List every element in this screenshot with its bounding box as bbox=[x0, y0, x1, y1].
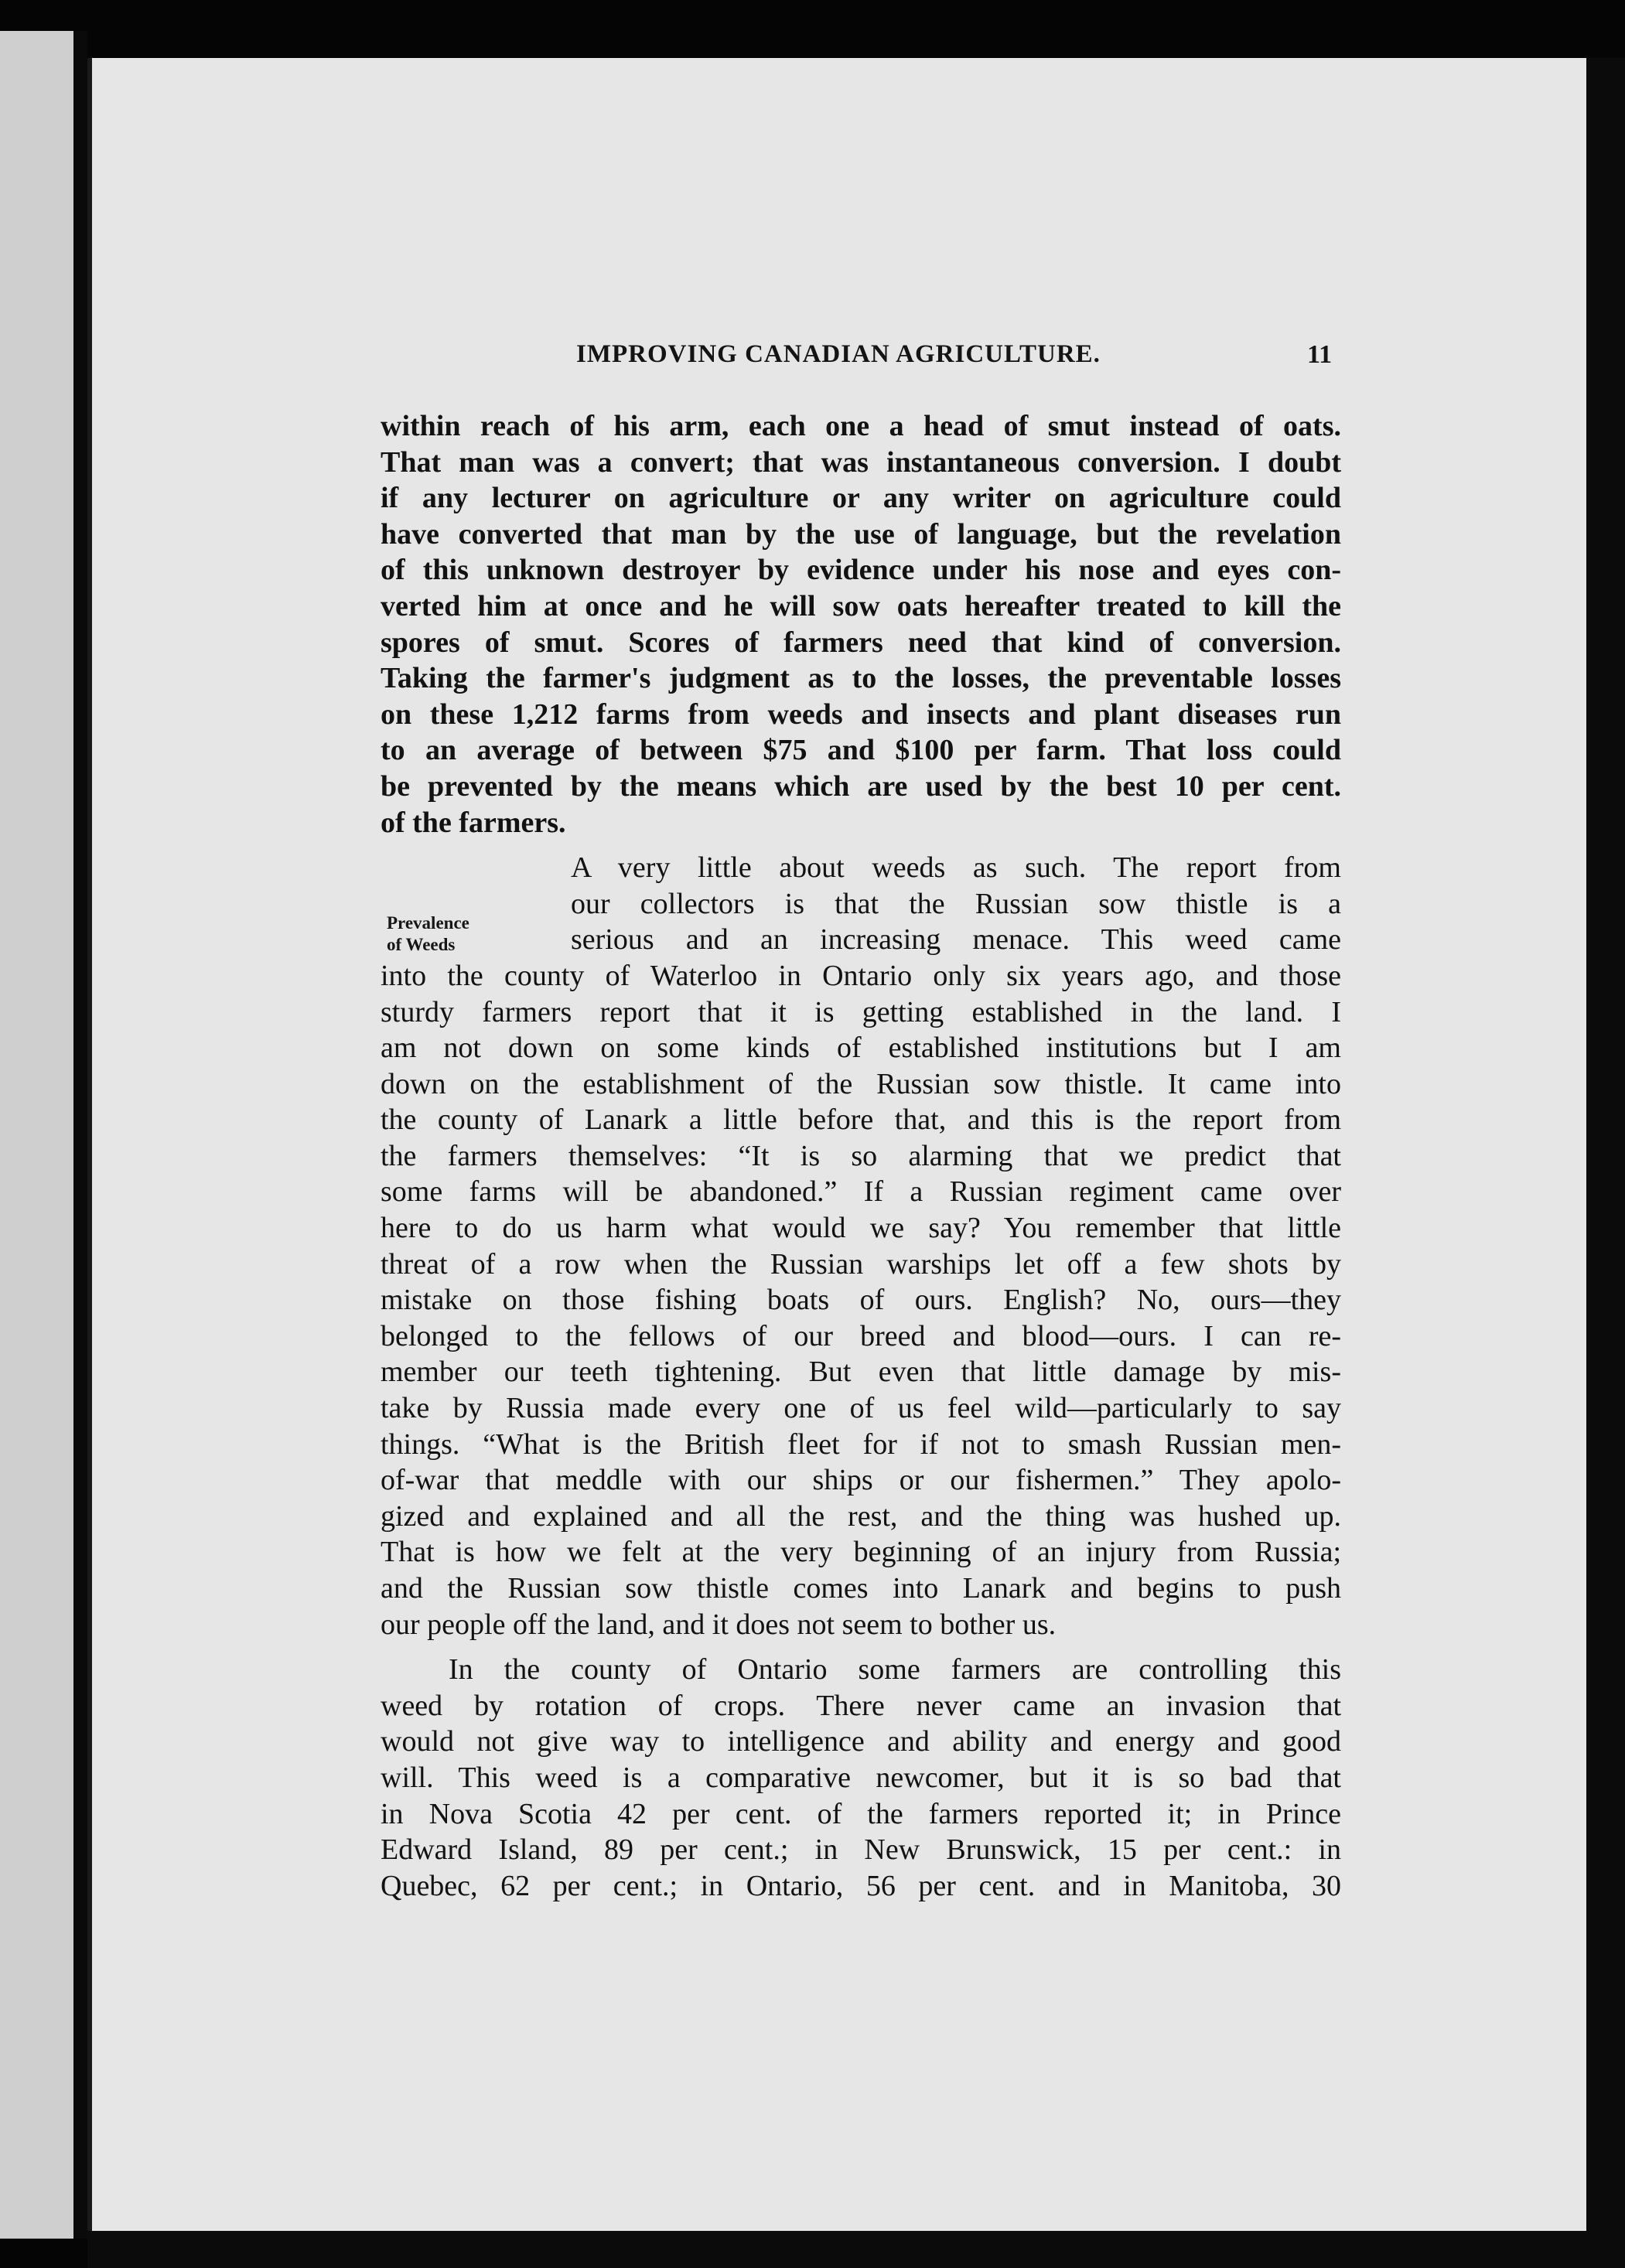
text-line: if any lecturer on agriculture or any writer on agriculture could bbox=[381, 482, 1341, 515]
text-line: spores of smut. Scores of farmers need that kind of conversion. bbox=[381, 626, 1341, 659]
text-line: things. “What is the British fleet for if not to smash Russian men- bbox=[381, 1427, 1341, 1461]
text-line: be prevented by the means which are used by the best 10 per cent. bbox=[381, 769, 1341, 803]
text-line: on these 1,212 farms from weeds and insects and plant diseases run bbox=[381, 697, 1341, 731]
text-line: the county of Lanark a little before that, and this is the report from bbox=[381, 1103, 1341, 1137]
text-line: of-war that meddle with our ships or our fishermen.” They apolo- bbox=[381, 1464, 1341, 1497]
text-line: in Nova Scotia 42 per cent. of the farmers reported it; in Prince bbox=[381, 1797, 1341, 1830]
text-line: down on the establishment of the Russian sow thistle. It came into bbox=[381, 1067, 1341, 1100]
text-line: and the Russian sow thistle comes into Lanark and begins to push bbox=[381, 1572, 1341, 1605]
text-line: within reach of his arm, each one a head of smut instead of oats. bbox=[381, 410, 1341, 442]
paragraph-1 bbox=[381, 408, 1341, 841]
text-line: A very little about weeds as such. The report from bbox=[571, 851, 1341, 885]
text-line: sturdy farmers report that it is getting established in the land. I bbox=[381, 995, 1341, 1028]
paragraph-2 bbox=[381, 850, 1341, 1642]
text-line: some farms will be abandoned.” If a Russian regiment came over bbox=[381, 1175, 1341, 1209]
margin-note-line: Prevalence bbox=[387, 913, 469, 933]
page-number: 11 bbox=[1307, 340, 1333, 369]
text-line: verted him at once and he will sow oats hereafter treated to kill the bbox=[381, 589, 1341, 622]
text-line: will. This weed is a comparative newcomer, but it is so bad that bbox=[381, 1761, 1341, 1794]
gutter-shadow bbox=[73, 31, 87, 2239]
text-line: have converted that man by the use of language, but the revelation bbox=[381, 517, 1341, 551]
text-line: to an average of between $75 and $100 per farm. That loss could bbox=[381, 734, 1341, 767]
text-line: That is how we felt at the very beginning of an injury from Russia; bbox=[381, 1536, 1341, 1569]
text-line: here to do us harm what would we say? You remember that little bbox=[381, 1212, 1341, 1245]
right-border bbox=[1586, 58, 1625, 2231]
text-line: In the county of Ontario some farmers are controlling this bbox=[449, 1653, 1341, 1687]
paragraph-3 bbox=[381, 1652, 1341, 1904]
text-line: the farmers themselves: “It is so alarming that we predict that bbox=[381, 1139, 1341, 1172]
text-line: serious and an increasing menace. This weed came bbox=[571, 923, 1341, 957]
text-line: belonged to the fellows of our breed and blood—ours. I can re- bbox=[381, 1319, 1341, 1352]
text-line: weed by rotation of crops. There never came an invasion that bbox=[381, 1689, 1341, 1722]
bottom-border bbox=[87, 2231, 1625, 2268]
margin-note-line: of Weeds bbox=[387, 935, 456, 954]
text-line: of the farmers. bbox=[381, 806, 566, 839]
text-line: into the county of Waterloo in Ontario only six years ago, and those bbox=[381, 959, 1341, 992]
text-line: Taking the farmer's judgment as to the losses, the preventable losses bbox=[381, 662, 1341, 695]
paragraph-2-opening bbox=[571, 850, 1341, 958]
text-line: mistake on those fishing boats of ours. English? No, ours—they bbox=[381, 1284, 1341, 1317]
text-line: threat of a row when the Russian warships let off a few shots by bbox=[381, 1247, 1341, 1281]
text-line: our collectors is that the Russian sow thistle is a bbox=[571, 887, 1341, 920]
text-line: member our teeth tightening. But even that little damage by mis- bbox=[381, 1356, 1341, 1389]
previous-page-edge bbox=[0, 31, 73, 2239]
body-text bbox=[381, 408, 1341, 1904]
text-line: am not down on some kinds of established institutions but I am bbox=[381, 1032, 1341, 1065]
text-line: gized and explained and all the rest, and the thing was hushed up. bbox=[381, 1499, 1341, 1533]
text-line: Quebec, 62 per cent.; in Ontario, 56 per cent. and in Manitoba, 30 bbox=[381, 1869, 1341, 1902]
text-line: our people off the land, and it does not seem to bother us. bbox=[381, 1608, 1057, 1641]
text-line: take by Russia made every one of us feel wild—particularly to say bbox=[381, 1392, 1341, 1425]
text-line: of this unknown destroyer by evidence under his nose and eyes con- bbox=[381, 554, 1341, 587]
running-head: IMPROVING CANADIAN AGRICULTURE. bbox=[576, 340, 1101, 368]
text-line: Edward Island, 89 per cent.; in New Brunswick, 15 per cent.: in bbox=[381, 1833, 1341, 1867]
text-line: would not give way to intelligence and ability and energy and good bbox=[381, 1725, 1341, 1758]
text-line: That man was a convert; that was instantaneous conversion. I doubt bbox=[381, 445, 1341, 479]
